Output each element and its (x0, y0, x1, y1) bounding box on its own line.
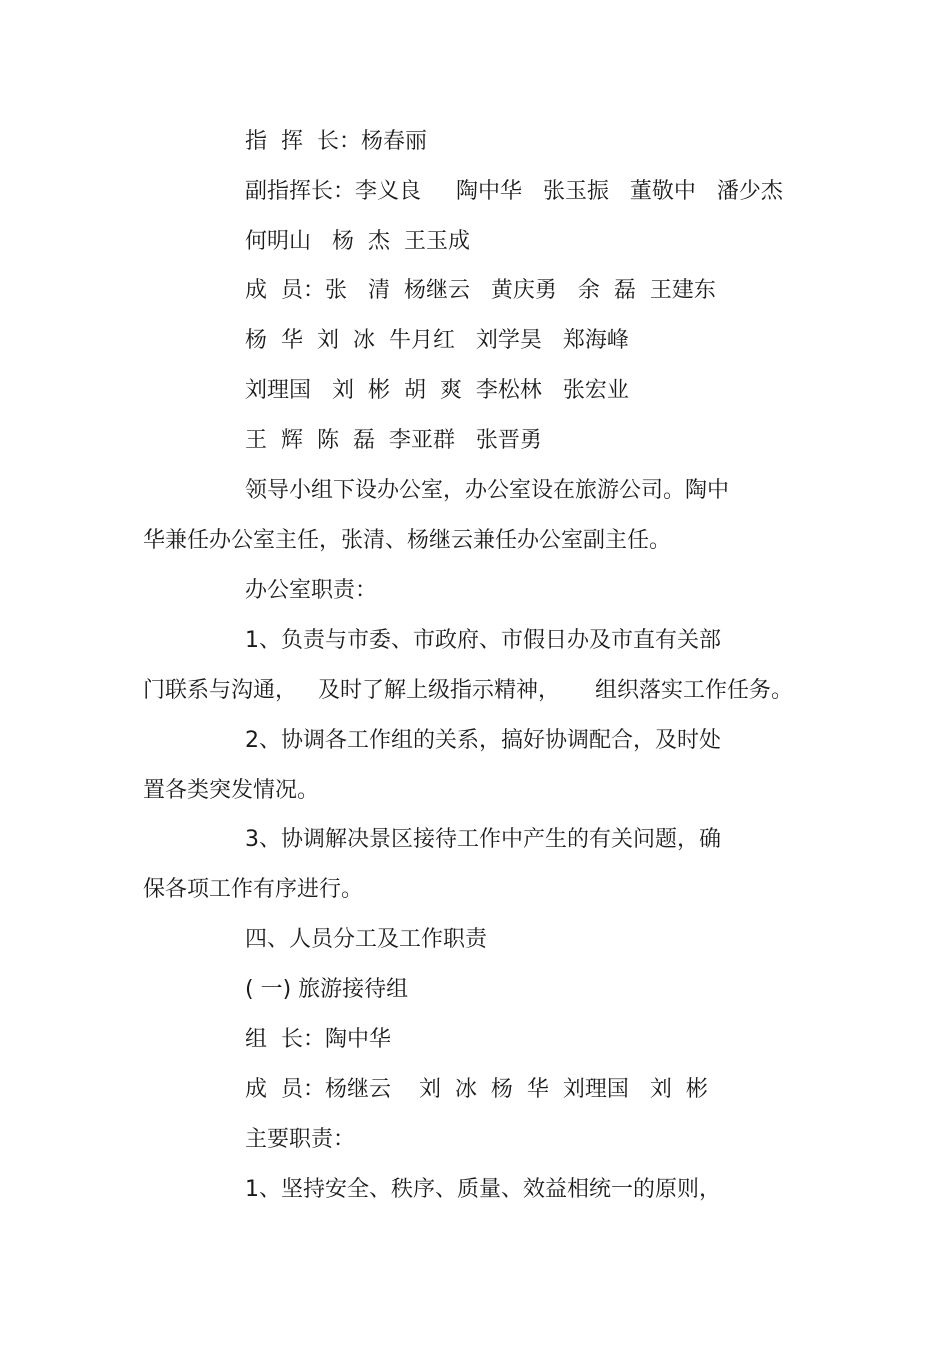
tourism-reception-group-heading: ( 一) 旅游接待组 (245, 977, 409, 1002)
main-duty-1: 1、坚持安全、秩序、质量、效益相统一的原则， (245, 1177, 721, 1202)
office-paragraph: 领导小组下设办公室，办公室设在旅游公司。陶中 (245, 478, 730, 503)
deputy-commander-line: 副指挥长：李义良 陶中华 张玉振 董敬中 潘少杰 (245, 179, 783, 204)
section-four-heading: 四、人员分工及工作职责 (245, 927, 488, 952)
office-duty-2: 2、协调各工作组的关系，搞好协调配合，及时处 (245, 728, 721, 753)
group-leader-line: 组 长：陶中华 (245, 1027, 391, 1052)
office-duty-1: 1、负责与市委、市政府、市假日办及市直有关部 (245, 628, 721, 653)
office-duties-heading: 办公室职责： (245, 578, 378, 603)
group-members-line: 成 员：杨继云 刘 冰 杨 华 刘理国 刘 彬 (245, 1077, 708, 1102)
main-duties-heading: 主要职责： (245, 1127, 356, 1152)
members-line-3: 刘理国 刘 彬 胡 爽 李松林 张宏业 (245, 378, 629, 403)
members-line-2: 杨 华 刘 冰 牛月红 刘学昊 郑海峰 (245, 328, 629, 353)
office-duty-3-cont: 保各项工作有序进行。 (143, 877, 364, 902)
members-line-4: 王 辉 陈 磊 李亚群 张晋勇 (245, 428, 542, 453)
deputy-commander-line-cont: 何明山 杨 杰 王玉成 (245, 229, 470, 254)
commander-line: 指 挥 长：杨春丽 (245, 129, 427, 154)
office-duty-2-cont: 置各类突发情况。 (143, 778, 320, 803)
members-line: 成 员：张 清 杨继云 黄庆勇 余 磊 王建东 (245, 278, 716, 303)
office-duty-3: 3、协调解决景区接待工作中产生的有关问题，确 (245, 827, 721, 852)
office-duty-1-cont: 门联系与沟通， 及时了解上级指示精神， 组织落实工作任务。 (143, 678, 793, 703)
office-paragraph-cont: 华兼任办公室主任，张清、杨继云兼任办公室副主任。 (143, 528, 672, 553)
